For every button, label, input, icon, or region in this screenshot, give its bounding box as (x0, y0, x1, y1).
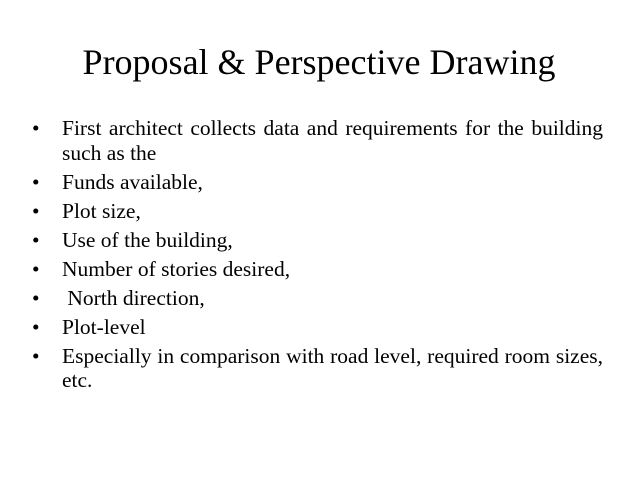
bullet-text: Plot size, (62, 198, 141, 223)
bullet-item (32, 257, 603, 282)
bullet-item (32, 228, 603, 253)
bullet-text: Number of stories desired, (62, 256, 291, 281)
bullet-icon: • (32, 256, 40, 281)
bullet-text: North direction, (62, 285, 205, 310)
bullet-item (32, 170, 603, 195)
bullet-text: Especially in comparison with road level, required room sizes, etc. (62, 343, 603, 392)
bullet-text: First architect collects data and requirements for the building such as the (62, 116, 603, 165)
bullet-text: Plot-level (62, 314, 146, 339)
bullet-icon: • (32, 116, 40, 140)
bullet-icon: • (32, 314, 40, 339)
slide-title: Proposal & Perspective Drawing (82, 42, 556, 82)
bullet-icon: • (32, 343, 40, 368)
bullet-text: Funds available, (62, 169, 203, 194)
bullet-list (32, 116, 603, 397)
bullet-item (32, 286, 603, 311)
bullet-item (32, 199, 603, 224)
bullet-icon: • (32, 198, 40, 223)
bullet-icon: • (32, 169, 40, 194)
bullet-item (32, 315, 603, 340)
bullet-item (32, 116, 603, 165)
bullet-icon: • (32, 285, 40, 310)
bullet-icon: • (32, 227, 40, 252)
bullet-item (32, 344, 603, 393)
bullet-text: Use of the building, (62, 227, 233, 252)
